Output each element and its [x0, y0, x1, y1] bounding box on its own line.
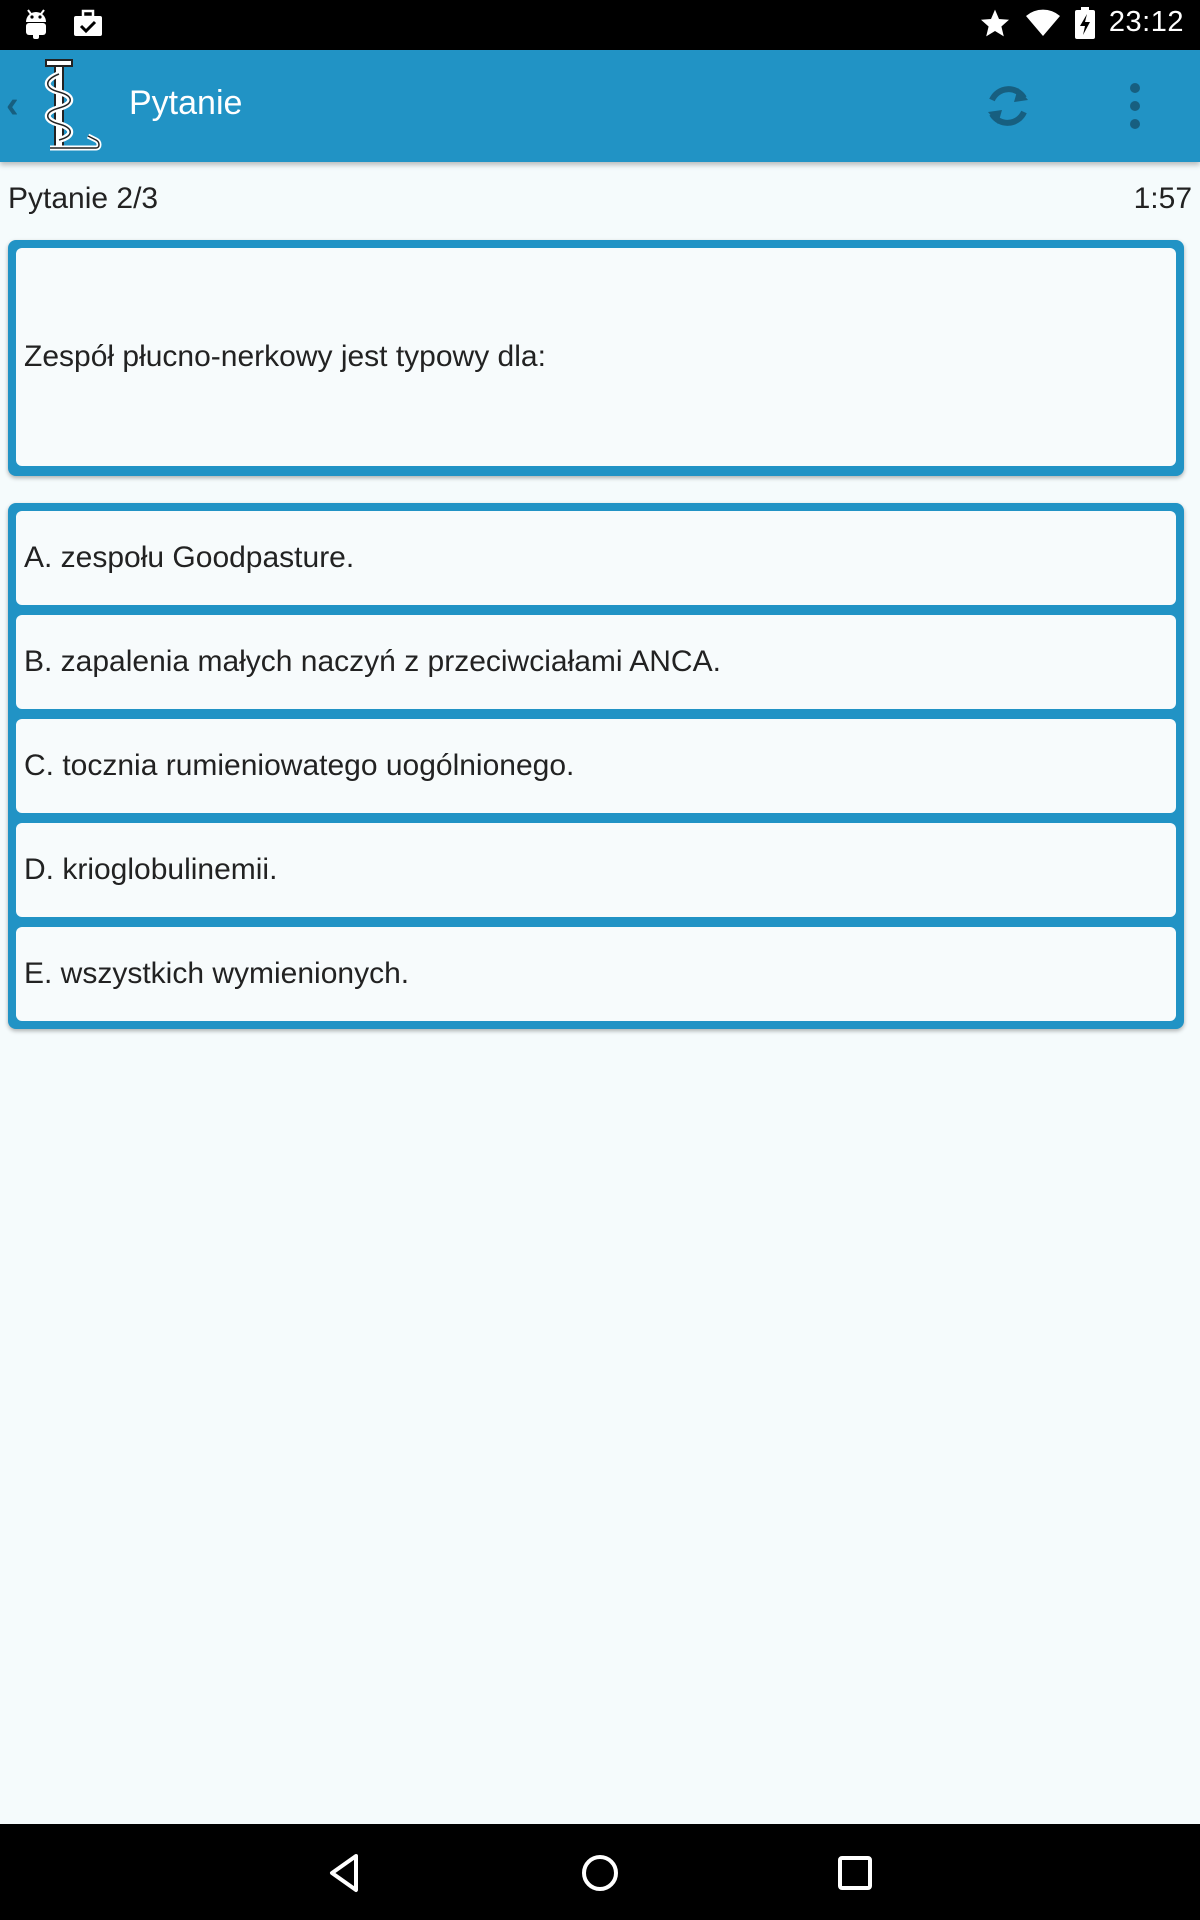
app-bar	[0, 50, 1200, 162]
question-text: Zespół płucno-nerkowy jest typowy dla:	[16, 248, 1176, 466]
navigation-bar	[0, 1824, 1200, 1920]
recents-icon[interactable]	[832, 1850, 878, 1896]
refresh-icon[interactable]	[980, 78, 1036, 134]
answer-option-d[interactable]: D. krioglobulinemii.	[16, 823, 1176, 917]
answer-option-a[interactable]: A. zespołu Goodpasture.	[16, 511, 1176, 605]
home-icon[interactable]	[577, 1850, 623, 1896]
answer-option-c[interactable]: C. tocznia rumieniowatego uogólnionego.	[16, 719, 1176, 813]
back-chevron-icon[interactable]: ‹	[6, 84, 19, 126]
question-counter: Pytanie 2/3	[8, 182, 159, 215]
timer: 1:57	[1133, 182, 1192, 215]
briefcase-check-icon	[72, 8, 104, 40]
star-icon	[979, 7, 1011, 39]
status-time: 23:12	[1108, 6, 1184, 38]
app-logo[interactable]	[38, 56, 104, 156]
wifi-icon	[1025, 8, 1061, 38]
answer-option-b[interactable]: B. zapalenia małych naczyń z przeciwciałami ANCA.	[16, 615, 1176, 709]
app-title: Pytanie	[129, 84, 243, 122]
status-bar	[0, 0, 1200, 50]
overflow-menu-icon[interactable]	[1120, 80, 1150, 132]
back-icon[interactable]	[322, 1850, 368, 1896]
question-card	[8, 240, 1184, 476]
answer-option-e[interactable]: E. wszystkich wymienionych.	[16, 927, 1176, 1021]
answers-card	[8, 503, 1184, 1029]
android-icon	[22, 8, 50, 40]
battery-charging-icon	[1075, 7, 1095, 39]
progress-row	[8, 182, 1192, 226]
